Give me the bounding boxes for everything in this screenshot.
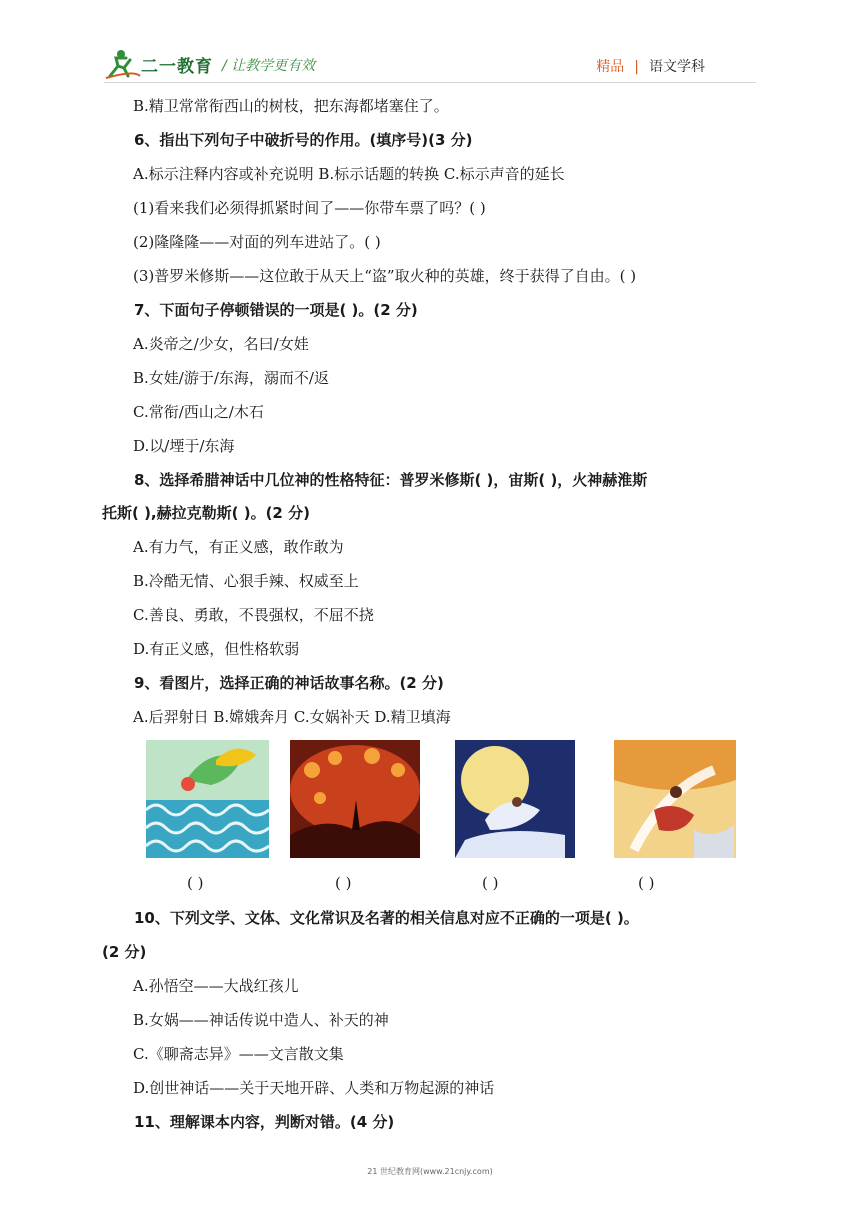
question-10-line-1: 10、下列文学、文体、文化常识及名著的相关信息对应不正确的一项是( )。 <box>134 909 639 927</box>
moon-goddess-picture <box>455 740 575 858</box>
q6-options: A.标示注释内容或补充说明 B.标示话题的转换 C.标示声音的延长 <box>133 165 565 183</box>
bird-over-waves-picture <box>146 740 269 858</box>
question-9: 9、看图片，选择正确的神话故事名称。(2 分) <box>134 674 444 692</box>
q6-item-3: (3)普罗米修斯——这位敢于从天上“盗”取火种的英雄，终于获得了自由。( ) <box>133 267 637 285</box>
q7-option-d: D.以/堙于/东海 <box>133 437 235 455</box>
subject-label: 语文学科 <box>649 59 705 75</box>
slogan: / 让教学更有效 <box>222 58 316 74</box>
question-6: 6、指出下列句子中破折号的作用。(填序号)(3 分) <box>134 131 473 149</box>
blank-3[interactable]: ( ) <box>482 874 499 892</box>
question-8-line-2: 托斯( ),赫拉克勒斯( )。(2 分) <box>102 504 310 522</box>
header-subject <box>596 56 705 76</box>
q8-option-a: A.有力气，有正义感，敢作敢为 <box>133 538 344 556</box>
logo-text: 二一教育 <box>141 57 213 77</box>
quality-label: 精品 <box>596 59 625 75</box>
blank-4[interactable]: ( ) <box>638 874 655 892</box>
suns-over-red-sky-picture <box>290 740 420 858</box>
header-separator: | <box>634 59 639 75</box>
q10-option-b: B.女娲——神话传说中造人、补天的神 <box>133 1011 389 1029</box>
blank-1[interactable]: ( ) <box>187 874 204 892</box>
q6-item-1: (1)看来我们必须得抓紧时间了——你带车票了吗？( ) <box>133 199 486 217</box>
question-8-line-1: 8、选择希腊神话中几位神的性格特征：普罗米修斯( )，宙斯( )，火神赫淮斯 <box>134 471 648 489</box>
question-7: 7、下面句子停顿错误的一项是( )。(2 分) <box>134 301 418 319</box>
q8-option-d: D.有正义感，但性格软弱 <box>133 640 300 658</box>
page-header <box>0 0 860 84</box>
q10-option-c: C.《聊斋志异》——文言散文集 <box>133 1045 344 1063</box>
question-11: 11、理解课本内容，判断对错。(4 分) <box>134 1113 395 1131</box>
question-10-line-2: (2 分) <box>102 943 147 961</box>
q10-option-a: A.孙悟空——大战红孩儿 <box>133 977 299 995</box>
picture-row <box>0 740 860 860</box>
blank-2[interactable]: ( ) <box>335 874 352 892</box>
goddess-mending-sky-picture <box>614 740 736 858</box>
q7-option-a: A.炎帝之/少女，名曰/女娃 <box>133 335 309 353</box>
q8-option-c: C.善良、勇敢，不畏强权，不屈不挠 <box>133 606 374 624</box>
q8-option-b: B.冷酷无情、心狠手辣、权威至上 <box>133 572 359 590</box>
q7-option-b: B.女娃/游于/东海，溺而不/返 <box>133 369 329 387</box>
q10-option-d: D.创世神话——关于天地开辟、人类和万物起源的神话 <box>133 1079 495 1097</box>
q6-item-2: (2)隆隆隆——对面的列车进站了。( ) <box>133 233 381 251</box>
q7-option-c: C.常衔/西山之/木石 <box>133 403 264 421</box>
page-footer: 21 世纪教育网(www.21cnjy.com) <box>367 1167 493 1176</box>
header-divider <box>104 82 756 83</box>
q9-options: A.后羿射日 B.嫦娥奔月 C.女娲补天 D.精卫填海 <box>133 708 451 726</box>
answer-line-b: B.精卫常常衔西山的树枝，把东海都堵塞住了。 <box>133 97 449 115</box>
